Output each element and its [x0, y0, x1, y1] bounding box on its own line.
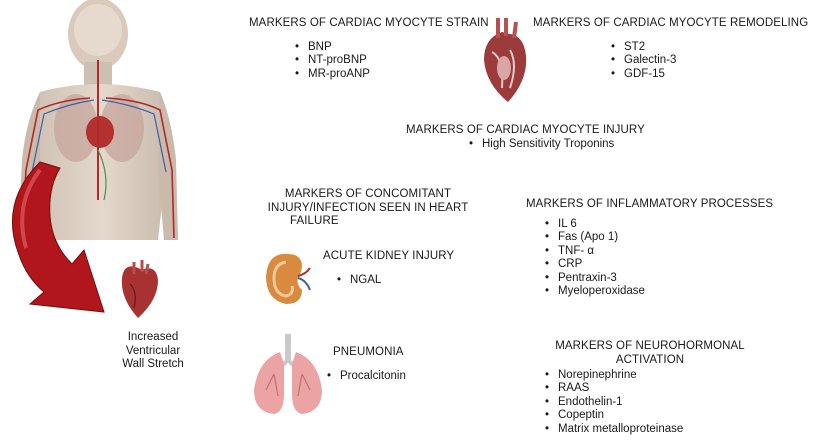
list-item: • IL 6	[545, 218, 645, 231]
list-item: • NT-proBNP	[295, 54, 370, 67]
list-item: • Myeloperoxidase	[545, 285, 645, 298]
list-item: • NGAL	[337, 274, 381, 287]
kidney-illustration	[262, 250, 314, 308]
neurohormonal-title: MARKERS OF NEUROHORMONAL ACTIVATION	[555, 340, 745, 366]
inflammatory-list	[545, 218, 645, 298]
remodeling-title: MARKERS OF CARDIAC MYOCYTE REMODELING	[533, 17, 809, 29]
concomitant-title: MARKERS OF CONCOMITANT INJURY/INFECTION SEEN IN HEART FAILURE	[267, 188, 469, 228]
pneumonia-list	[327, 370, 406, 383]
strain-title: MARKERS OF CARDIAC MYOCYTE STRAIN	[249, 17, 489, 29]
list-item: • Procalcitonin	[327, 370, 406, 383]
inflammatory-title: MARKERS OF INFLAMMATORY PROCESSES	[526, 198, 774, 210]
heart-illustration	[114, 258, 164, 322]
list-item: • Norepinephrine	[545, 369, 683, 382]
remodeling-list	[611, 41, 676, 81]
list-item: • BNP	[295, 41, 370, 54]
list-item: • High Sensitivity Troponins	[469, 138, 614, 151]
curved-arrow-graphic	[0, 152, 112, 322]
list-item: • Matrix metalloproteinase	[545, 423, 683, 436]
kidney-list	[337, 274, 381, 287]
injury-list	[469, 138, 614, 151]
list-item: • ST2	[611, 41, 676, 54]
list-item: • Copeptin	[545, 409, 683, 422]
list-item: • Pentraxin-3	[545, 272, 645, 285]
list-item: • GDF-15	[611, 68, 676, 81]
kidney-title: ACUTE KIDNEY INJURY	[323, 250, 455, 262]
list-item: • Fas (Apo 1)	[545, 231, 645, 244]
stimulus-caption: Increased Ventricular Wall Stretch	[122, 331, 184, 370]
list-item: • Galectin-3	[611, 54, 676, 67]
list-item: • RAAS	[545, 382, 683, 395]
list-item: • MR-proANP	[295, 68, 370, 81]
list-item: • Endothelin-1	[545, 396, 683, 409]
neurohormonal-list	[545, 369, 683, 436]
injury-title: MARKERS OF CARDIAC MYOCYTE INJURY	[406, 124, 645, 136]
lungs-illustration	[252, 334, 324, 416]
list-item: • CRP	[545, 258, 645, 271]
list-item: • TNF- α	[545, 245, 645, 258]
strain-list	[295, 41, 370, 81]
pneumonia-title: PNEUMONIA	[333, 346, 404, 358]
cardiac-remodeling-heart-illustration	[480, 18, 530, 104]
